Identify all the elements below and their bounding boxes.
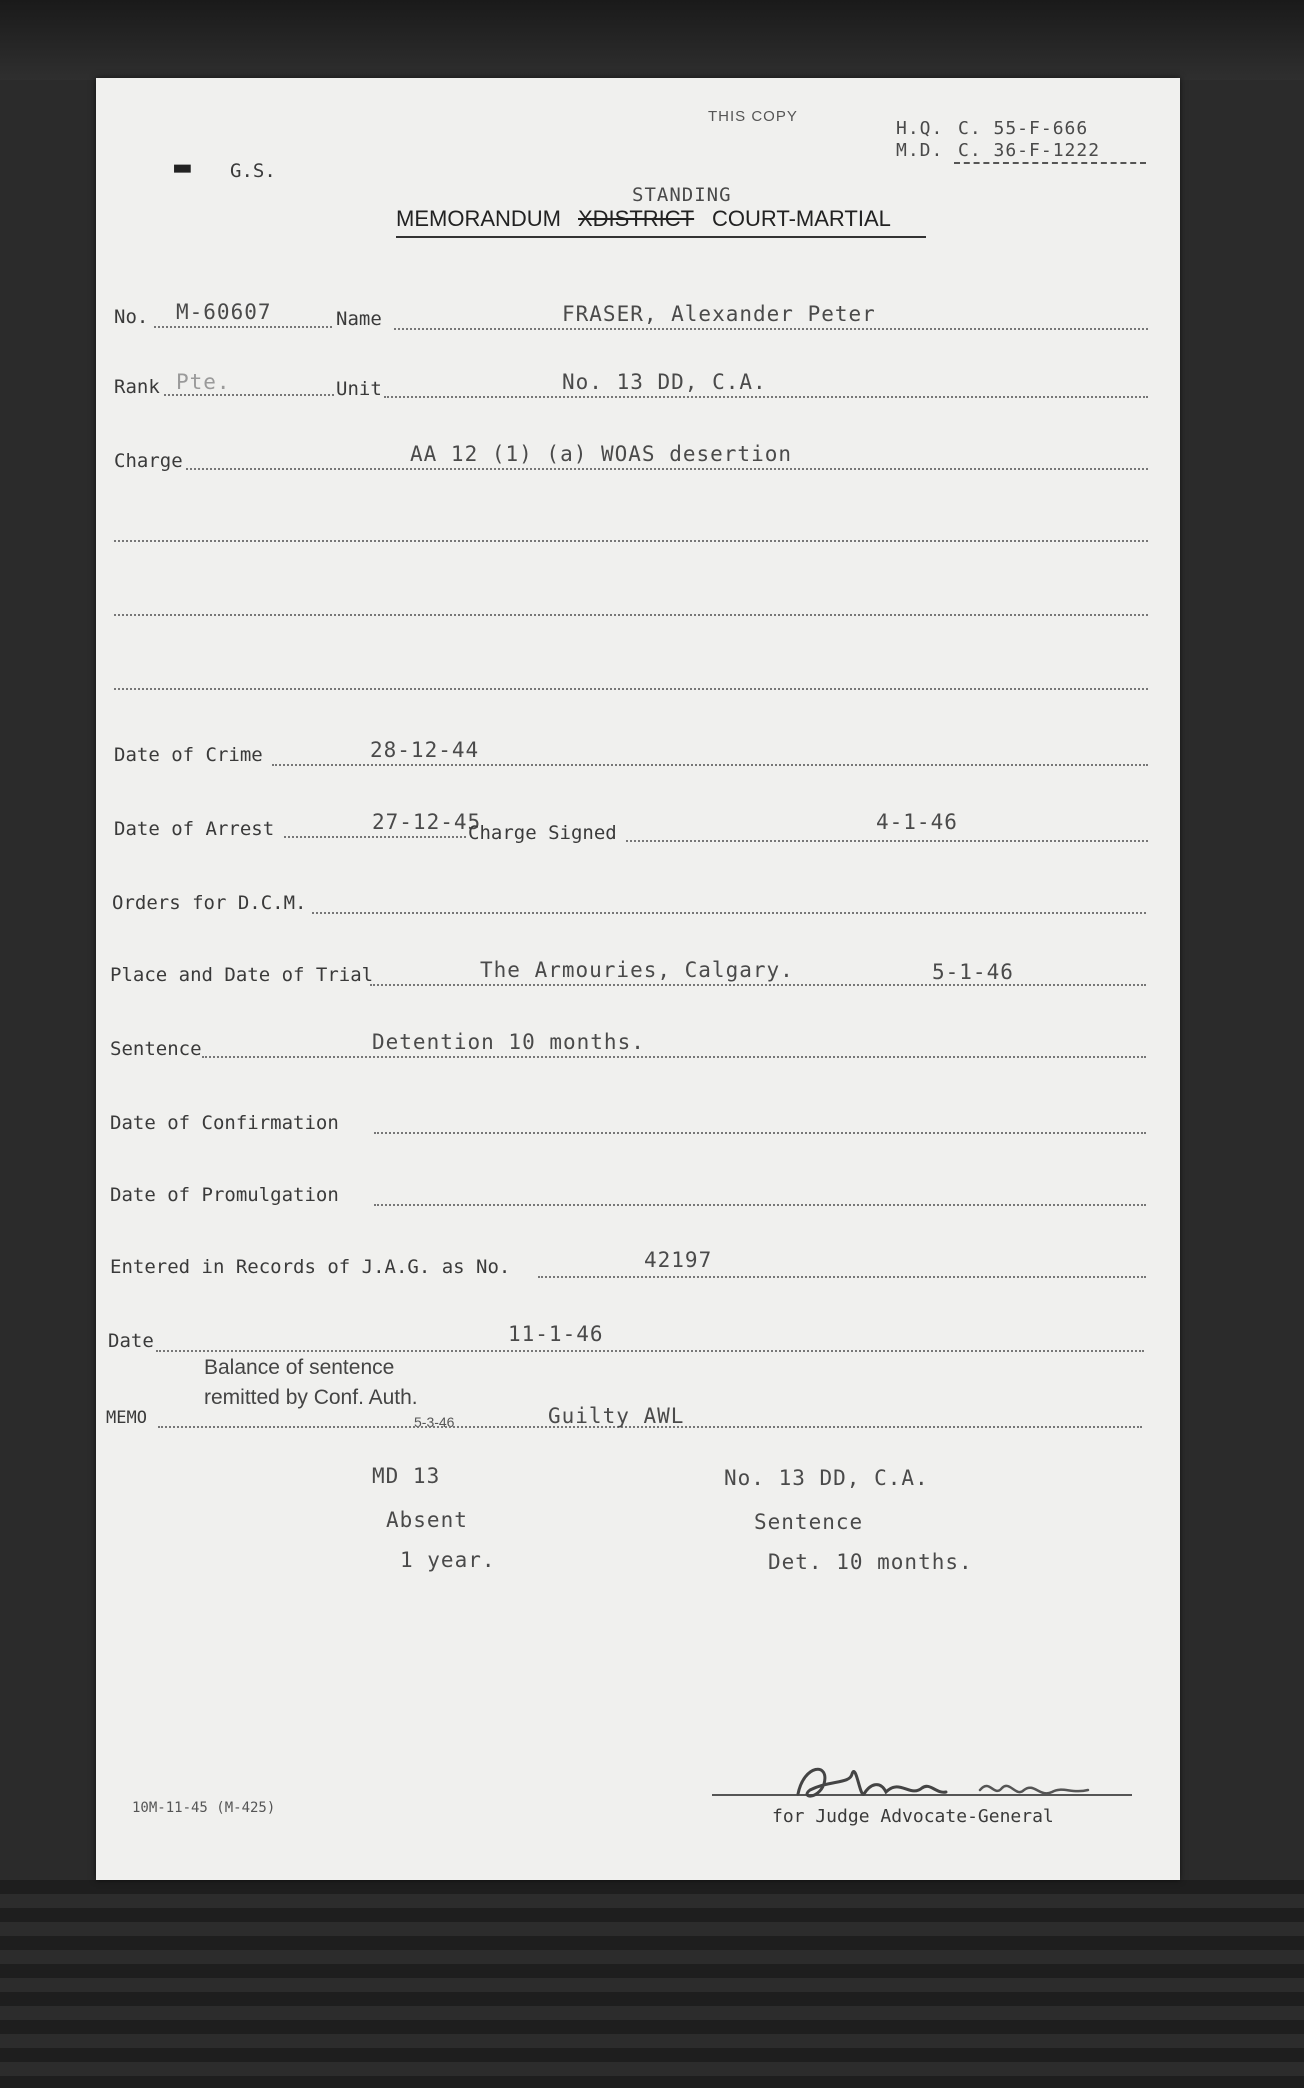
unit-value: No. 13 DD, C.A. — [562, 370, 767, 394]
charge-signed-value: 4-1-46 — [876, 810, 958, 834]
memo-district: MD 13 — [372, 1464, 441, 1488]
confirmation-label: Date of Confirmation — [110, 1112, 339, 1134]
memo-verdict: Guilty AWL — [548, 1404, 685, 1428]
arrest-date-value: 27-12-45 — [372, 810, 482, 834]
unit-label: Unit — [336, 378, 382, 400]
film-border-bottom — [0, 1880, 1304, 2088]
soldier-name: FRASER, Alexander Peter — [562, 302, 876, 326]
orders-label: Orders for D.C.M. — [112, 892, 307, 914]
charge-label: Charge — [114, 450, 183, 472]
crime-date-value: 28-12-44 — [370, 738, 480, 762]
arrest-date-label: Date of Arrest — [114, 818, 275, 840]
hq-reference: C. 55-F-666 — [958, 118, 1089, 139]
rank-value: Pte. — [176, 370, 231, 394]
remission-stamp-line1: Balance of sentence — [204, 1356, 395, 1379]
signature-scrawl — [790, 1754, 1110, 1814]
orders-blank-line — [312, 912, 1146, 914]
sentence-label: Sentence — [110, 1038, 202, 1060]
court-martial-memorandum — [96, 78, 1180, 1880]
remission-stamp-date: 5-3-46 — [414, 1414, 455, 1430]
copy-stamp: THIS COPY — [708, 108, 798, 125]
title-struck-district: XDISTRICT — [578, 206, 695, 231]
memo-sentence-detail: Det. 10 months. — [768, 1550, 973, 1574]
charge-blank-line — [114, 688, 1148, 690]
service-number: M-60607 — [176, 300, 272, 324]
memo-unit: No. 13 DD, C.A. — [724, 1466, 929, 1490]
trial-place: The Armouries, Calgary. — [480, 958, 794, 982]
name-label: Name — [336, 308, 382, 330]
charge-blank-line — [114, 540, 1148, 542]
gs-mark: G.S. — [230, 160, 276, 182]
trial-date: 5-1-46 — [932, 960, 1014, 984]
charge-blank-line — [114, 614, 1148, 616]
hq-label: H.Q. — [896, 118, 944, 139]
memo-sentence-label: Sentence — [754, 1510, 864, 1534]
form-code: 10M-11-45 (M-425) — [132, 1800, 276, 1816]
film-border-top — [0, 0, 1304, 80]
signature-caption: for Judge Advocate-General — [772, 1806, 1054, 1827]
memo-absent-duration: 1 year. — [400, 1548, 496, 1572]
memo-absent-label: Absent — [386, 1508, 468, 1532]
trial-label: Place and Date of Trial — [110, 964, 374, 986]
title-underline — [396, 236, 926, 238]
smudge-mark: ▬ — [174, 150, 191, 183]
confirmation-blank-line — [374, 1132, 1146, 1134]
title-insert-standing: STANDING — [632, 184, 732, 206]
md-underline — [954, 162, 1146, 164]
charge-value: AA 12 (1) (a) WOAS desertion — [410, 442, 793, 466]
memo-label: MEMO — [106, 1408, 147, 1428]
sentence-value: Detention 10 months. — [372, 1030, 645, 1054]
jag-record-number: 42197 — [644, 1248, 713, 1272]
date-label: Date — [108, 1330, 154, 1352]
jag-record-label: Entered in Records of J.A.G. as No. — [110, 1256, 511, 1278]
date-value: 11-1-46 — [508, 1322, 604, 1346]
md-label: M.D. — [896, 140, 944, 161]
title-suffix: COURT-MARTIAL — [712, 206, 891, 231]
md-reference: C. 36-F-1222 — [958, 140, 1101, 161]
promulgation-blank-line — [374, 1204, 1146, 1206]
crime-date-label: Date of Crime — [114, 744, 263, 766]
title-prefix: MEMORANDUM — [396, 206, 561, 231]
rank-label: Rank — [114, 376, 160, 398]
remission-stamp-line2: remitted by Conf. Auth. — [204, 1386, 418, 1409]
promulgation-label: Date of Promulgation — [110, 1184, 339, 1206]
no-label: No. — [114, 306, 149, 328]
charge-signed-label: Charge Signed — [468, 822, 617, 844]
